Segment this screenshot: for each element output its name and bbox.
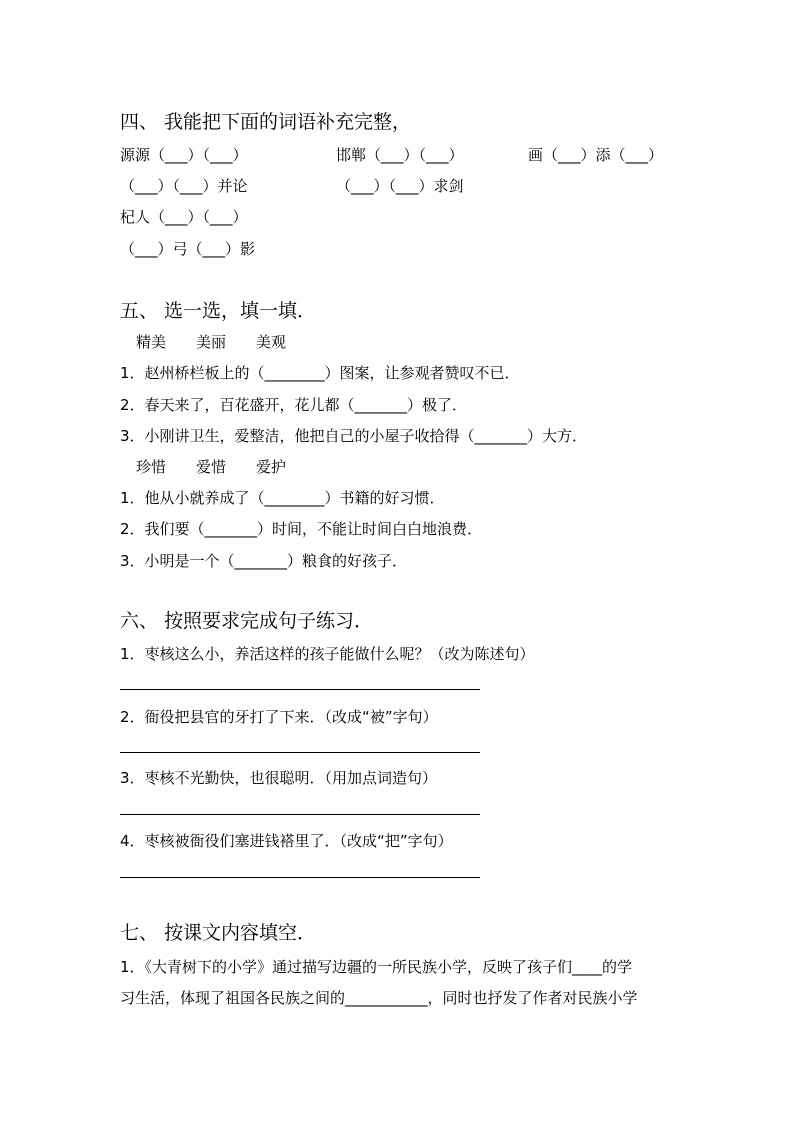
section-5-item: 2．春天来了，百花盛开，花儿都（_______）极了． [120, 396, 468, 414]
section-4-item-7: （___）弓（___）影 [120, 240, 256, 258]
section-4-item-2: 邯郸（___）（___） [336, 146, 464, 164]
answer-line[interactable] [120, 814, 480, 815]
section-5-item: 3．小明是一个（_______）粮食的好孩子． [120, 552, 408, 570]
section-6-item: 4．枣核被衙役们塞进钱褡里了．（改成“把”字句） [120, 832, 453, 850]
section-4-item-1: 源源（___）（___） [120, 146, 248, 164]
section-5-item: 1．他从小就养成了（________）书籍的好习惯． [120, 489, 445, 507]
section-4-item-5: （___）（___）求剑 [336, 177, 464, 195]
section-6-item: 1．枣核这么小，养活这样的孩子能做什么呢？（改为陈述句） [120, 645, 535, 663]
section-5-item: 3．小刚讲卫生，爱整洁，他把自己的小屋子收拾得（_______）大方． [120, 427, 588, 445]
section-7-line: 1．《大青树下的小学》通过描写边疆的一所民族小学，反映了孩子们____的学 [120, 958, 633, 976]
word-options-1: 精美 美丽 美观 [136, 333, 287, 351]
section-6-title: 六、 按照要求完成句子练习． [120, 610, 374, 632]
section-6-item: 2．衙役把县官的牙打了下来．（改成“被”字句） [120, 708, 438, 726]
answer-line[interactable] [120, 752, 480, 753]
section-7-title: 七、 按课文内容填空． [120, 922, 317, 944]
section-5-item: 2．我们要（_______）时间，不能让时间白白地浪费． [120, 520, 483, 538]
answer-line[interactable] [120, 877, 480, 878]
section-7-line: 习生活，体现了祖国各民族之间的___________，同时也抒发了作者对民族小学 [120, 989, 638, 1007]
section-6-item: 3．枣核不光勤快，也很聪明．（用加点词造句） [120, 769, 438, 787]
word-options-2: 珍惜 爱惜 爱护 [136, 458, 287, 476]
section-4-item-6: 杞人（___）（___） [120, 208, 248, 226]
section-4-title: 四、 我能把下面的词语补充完整， [120, 111, 412, 133]
section-5-title: 五、 选一选，填一填． [120, 300, 317, 322]
section-4-item-4: （___）（___）并论 [120, 177, 248, 195]
answer-line[interactable] [120, 689, 480, 690]
section-5-item: 1．赵州桥栏板上的（________）图案，让参观者赞叹不已． [120, 364, 520, 382]
section-4-item-3: 画（___）添（___） [528, 146, 664, 164]
